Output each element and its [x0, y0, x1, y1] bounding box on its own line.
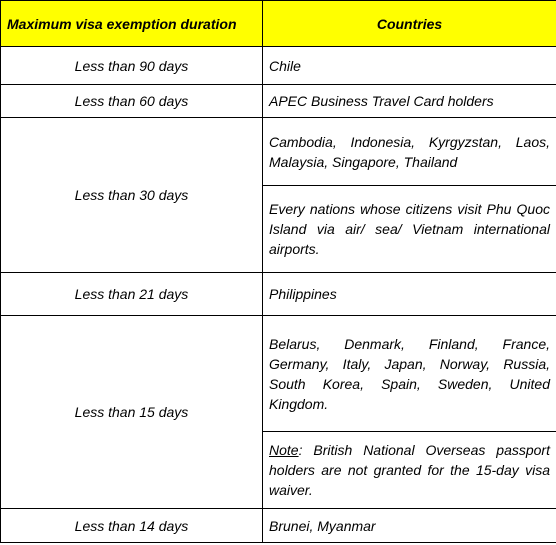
table-row	[1, 316, 556, 432]
countries-cell: APEC Business Travel Card holders	[263, 85, 556, 118]
header-countries: Countries	[263, 1, 556, 47]
duration-cell: Less than 60 days	[1, 85, 263, 118]
header-row	[1, 1, 556, 47]
duration-cell: Less than 30 days	[1, 118, 263, 273]
note-label: Note	[269, 442, 299, 458]
duration-cell: Less than 14 days	[1, 509, 263, 543]
countries-cell: Cambodia, Indonesia, Kyrgyzstan, Laos, Malaysia, Singapore, Thailand	[263, 118, 556, 186]
duration-cell: Less than 90 days	[1, 47, 263, 85]
duration-cell: Less than 15 days	[1, 316, 263, 509]
countries-cell: Brunei, Myanmar	[263, 509, 556, 543]
table-row	[1, 273, 556, 316]
countries-cell: Every nations whose citizens visit Phu Quoc Island via air/ sea/ Vietnam international airports.	[263, 186, 556, 273]
note-text: : British National Overseas passport holders are not granted for the 15-day visa waiver.	[269, 442, 550, 498]
note-cell	[263, 432, 556, 509]
header-duration: Maximum visa exemption duration	[1, 1, 263, 47]
countries-cell: Chile	[263, 47, 556, 85]
table-row	[1, 47, 556, 85]
table-row	[1, 118, 556, 186]
table-row	[1, 509, 556, 543]
countries-cell: Philippines	[263, 273, 556, 316]
table-row	[1, 85, 556, 118]
countries-cell: Belarus, Denmark, Finland, France, Germany, Italy, Japan, Norway, Russia, South Korea, Spain, Sweden, United Kingdom.	[263, 316, 556, 432]
duration-cell: Less than 21 days	[1, 273, 263, 316]
